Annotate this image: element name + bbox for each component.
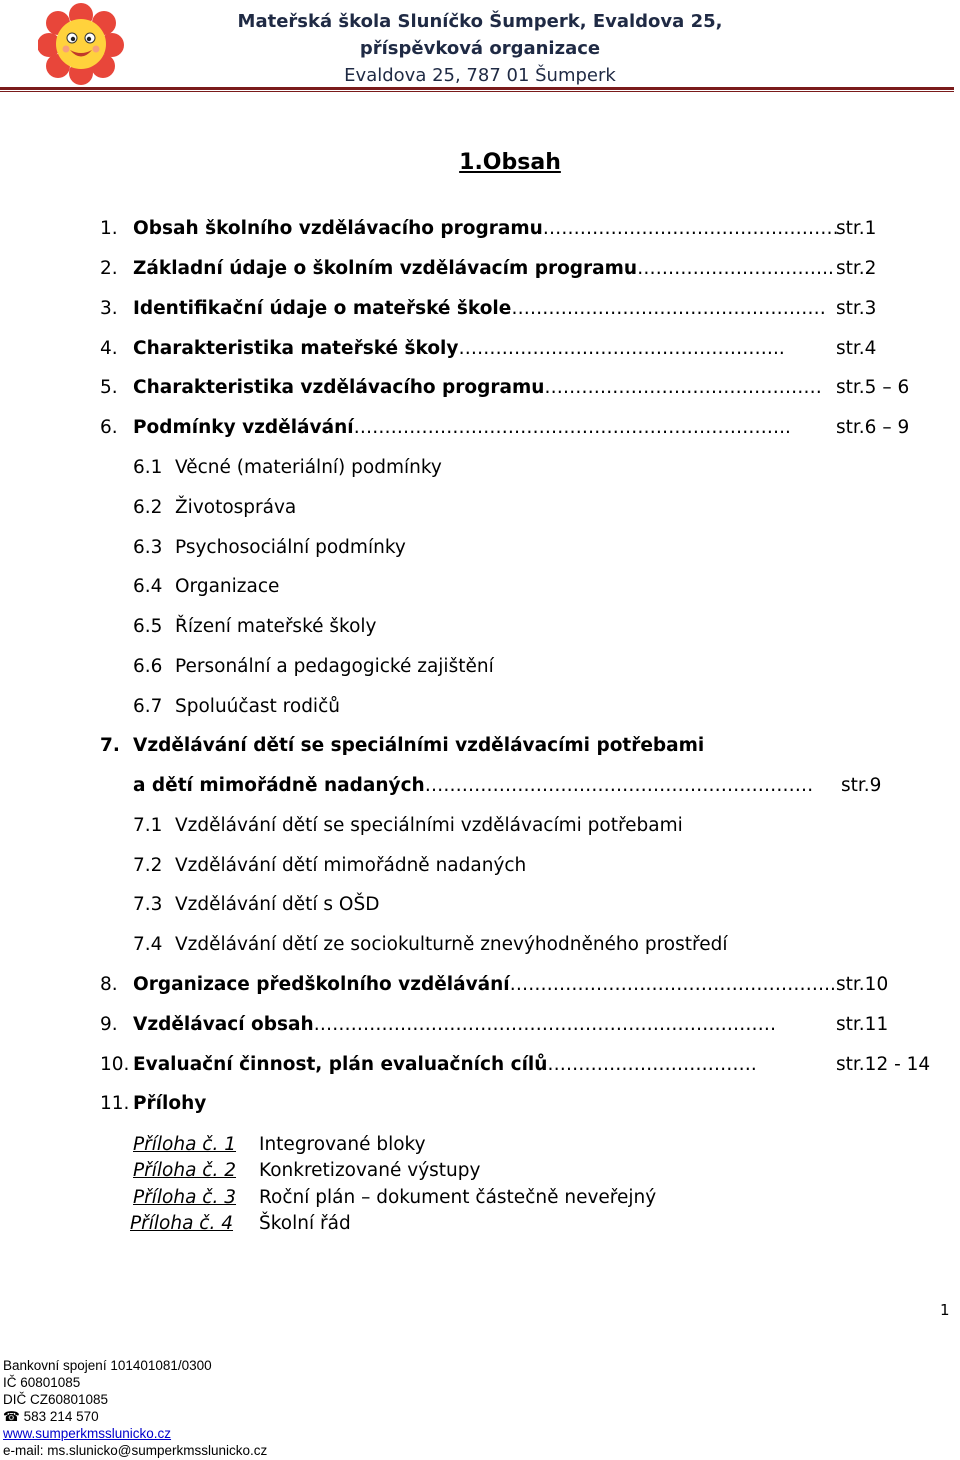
toc-sublabel: Personální a pedagogické zajištění [175,656,494,677]
toc-item[interactable] [0,1014,960,1038]
toc-page: str.5 – 6 [836,377,910,398]
toc-item[interactable] [0,735,960,799]
toc-page: str.2 [836,258,877,279]
phone-number: 583 214 570 [23,1409,99,1424]
toc-sublabel: Životospráva [175,497,297,518]
footer-ic: IČ 60801085 [3,1375,81,1390]
attachment-description: Integrované bloky [259,1134,426,1155]
toc-subitem[interactable] [0,457,960,481]
attachment-link[interactable]: Příloha č. 2 [133,1160,237,1181]
attachment-link[interactable]: Příloha č. 3 [133,1187,237,1208]
toc-subitem[interactable] [0,696,960,720]
toc-number: 6. [100,417,118,438]
website-link[interactable]: www.sumperkmsslunicko.cz [3,1426,172,1441]
toc-sublabel: Vzdělávání dětí mimořádně nadaných [175,855,527,876]
toc-subnumber: 7.1 [133,815,163,836]
toc-label-continued: a dětí mimořádně nadaných [133,775,425,796]
attachment-link[interactable]: Příloha č. 4 [130,1213,234,1234]
attachment-row[interactable] [0,1213,960,1237]
toc-number: 1. [100,218,118,239]
toc-item[interactable] [0,974,960,998]
toc-subitem[interactable] [0,656,960,680]
toc-item[interactable] [0,258,960,282]
toc-page: str.1 [836,218,877,239]
school-name: Mateřská škola Sluníčko Šumperk, Evaldova 25, [237,11,723,32]
toc-leader: …………………………………………… [511,298,826,319]
toc-item[interactable] [0,377,960,401]
toc-sublabel: Spoluúčast rodičů [175,696,340,717]
toc-item[interactable] [0,298,960,322]
toc-sublabel: Vzdělávání dětí se speciálními vzdělávacími potřebami [175,815,683,836]
toc-subnumber: 7.3 [133,894,163,915]
toc-subitem[interactable] [0,855,960,879]
toc-number: 3. [100,298,118,319]
toc-leader: ………………………………………… [542,218,839,239]
toc-leader: ……………………………………… [544,377,822,398]
toc-label: Základní údaje o školním vzdělávacím programu [133,258,638,279]
school-address: Evaldova 25, 787 01 Šumperk [344,65,616,86]
toc-leader: ………………………….. [637,258,834,279]
footer-dic: DIČ CZ60801085 [3,1392,109,1407]
toc-leader: ………………………………………………………………… [313,1014,777,1035]
toc-leader: ……………………………. [547,1054,757,1075]
header-rule-thin [0,91,954,92]
toc-page: str.6 – 9 [836,417,910,438]
toc-item[interactable] [0,338,960,362]
toc-subnumber: 6.1 [133,457,163,478]
toc-label: Vzdělávací obsah [133,1014,314,1035]
toc-number: 8. [100,974,118,995]
toc-number: 4. [100,338,118,359]
toc-sublabel: Věcné (materiální) podmínky [175,457,442,478]
toc-number: 2. [100,258,118,279]
toc-sublabel: Vzdělávání dětí ze sociokulturně znevýhodněného prostředí [175,934,728,955]
toc-sublabel: Psychosociální podmínky [175,537,406,558]
toc-subitem[interactable] [0,537,960,561]
attachment-row[interactable] [0,1187,960,1211]
attachment-row[interactable] [0,1160,960,1184]
toc-subitem[interactable] [0,497,960,521]
attachment-row[interactable] [0,1134,960,1158]
toc-sublabel: Vzdělávání dětí s OŠD [175,894,380,915]
toc-page: str.10 [836,974,889,995]
toc-label: Přílohy [133,1093,207,1114]
toc-page: str.4 [836,338,877,359]
toc-label: Charakteristika mateřské školy [133,338,459,359]
toc-item[interactable] [0,1054,960,1078]
footer-bank: Bankovní spojení 101401081/0300 [3,1358,212,1373]
toc-sublabel: Řízení mateřské školy [175,616,377,637]
toc-leader: …………………………………………………………….. [353,417,791,438]
page-number: 1 [940,1301,950,1319]
toc-subnumber: 6.7 [133,696,163,717]
footer-email[interactable]: e-mail: ms.slunicko@sumperkmsslunicko.cz [3,1443,268,1458]
toc-number: 7. [100,735,120,756]
toc-subnumber: 6.6 [133,656,163,677]
toc-page: str.9 [841,775,882,796]
toc-label: Evaluační činnost, plán evaluačních cílů [133,1054,548,1075]
toc-label: Identifikační údaje o mateřské škole [133,298,512,319]
footer-web [3,1425,171,1442]
toc-page: str.12 - 14 [836,1054,931,1075]
toc-label: Charakteristika vzdělávacího programu [133,377,545,398]
toc-subnumber: 7.2 [133,855,163,876]
footer-phone [3,1408,99,1425]
toc-page: str.11 [836,1014,889,1035]
page-title: 1.Obsah [459,150,561,175]
toc-sublabel: Organizace [175,576,280,597]
smiling-sun-flower-icon [38,3,124,85]
toc-leader: …………………………………………….. [458,338,785,359]
toc-subnumber: 6.5 [133,616,163,637]
toc-number: 11. [100,1093,130,1114]
toc-subitem[interactable] [0,934,960,958]
attachment-link[interactable]: Příloha č. 1 [133,1134,237,1155]
toc-subitem[interactable] [0,894,960,918]
toc-number: 10. [100,1054,130,1075]
toc-subnumber: 6.2 [133,497,163,518]
attachment-description: Školní řád [259,1213,351,1234]
toc-label: Podmínky vzdělávání [133,417,354,438]
toc-subitem[interactable] [0,576,960,600]
toc-label: Obsah školního vzdělávacího programu [133,218,543,239]
toc-number: 5. [100,377,118,398]
telephone-icon: ☎ [3,1409,20,1424]
toc-label: Organizace předškolního vzdělávání [133,974,510,995]
school-type: příspěvková organizace [359,38,601,59]
toc-subnumber: 6.3 [133,537,163,558]
toc-leader: …………………………………………….. [509,974,836,995]
header-rule [0,87,954,90]
toc-subitem[interactable] [0,616,960,640]
toc-subitem[interactable] [0,815,960,839]
attachment-description: Roční plán – dokument částečně neveřejný [259,1187,657,1208]
header-block [160,8,800,89]
toc-number: 9. [100,1014,118,1035]
toc-subnumber: 7.4 [133,934,163,955]
toc-item[interactable] [0,1093,960,1117]
attachment-description: Konkretizované výstupy [259,1160,481,1181]
toc-item[interactable] [0,218,960,242]
toc-page: str.3 [836,298,877,319]
toc-label: Vzdělávání dětí se speciálními vzdělávacími potřebami [133,735,705,756]
toc-item[interactable] [0,417,960,441]
toc-subnumber: 6.4 [133,576,163,597]
toc-leader: ……………………………………………………… [424,775,814,796]
